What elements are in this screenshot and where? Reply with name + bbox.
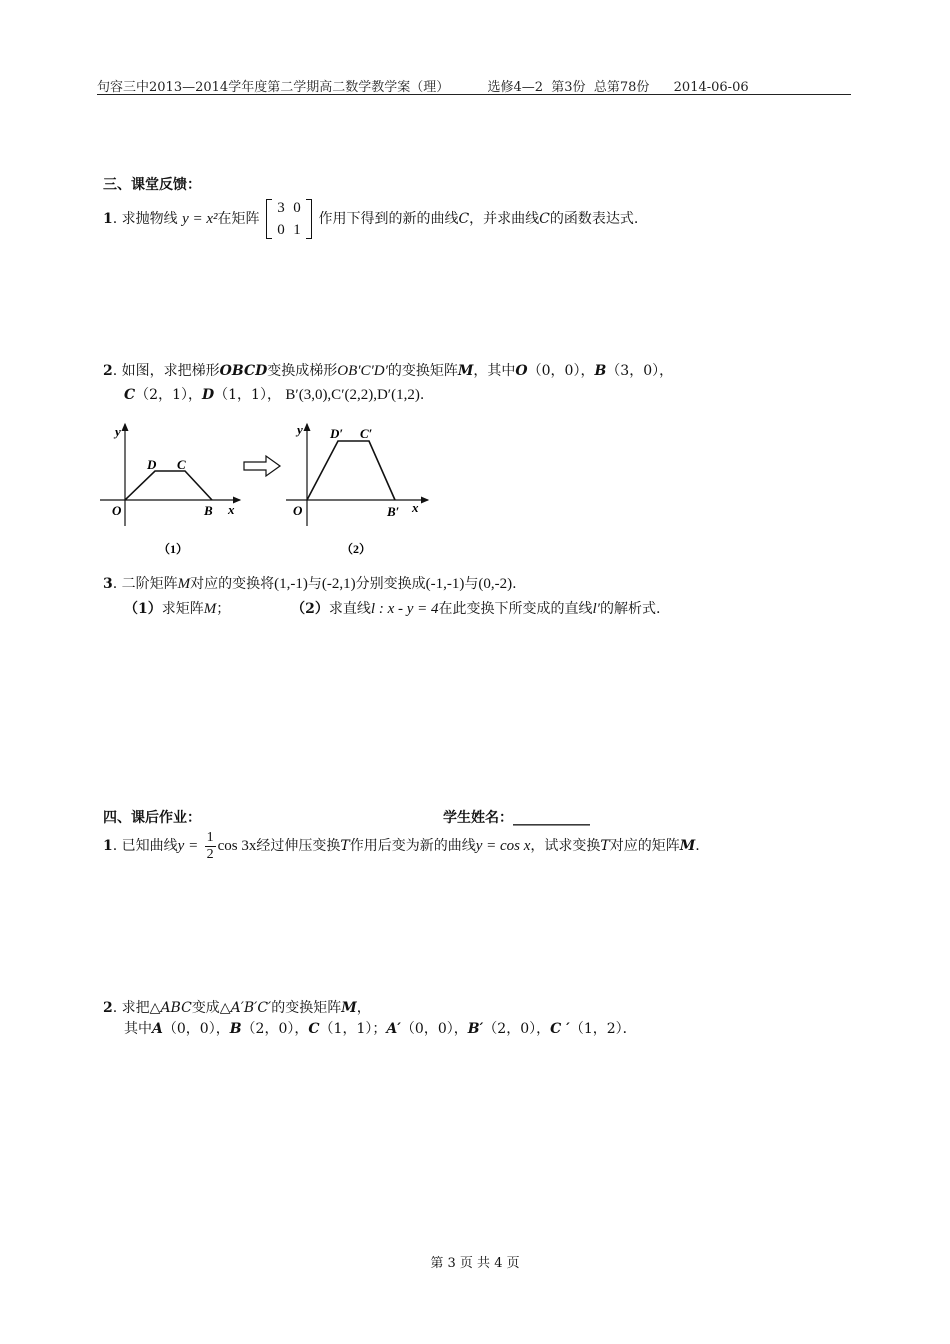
curve-label: C [458, 211, 470, 227]
point-coords: （0，0）， [527, 363, 595, 379]
line-equation: l : x - y = 4 [370, 601, 439, 617]
q1-text-post1: 作用下得到的新的曲线 [318, 211, 459, 227]
point-coords: （0，0）， [400, 1021, 468, 1037]
header-course: 学年度第二学期高二数学教学案（理） [228, 80, 450, 95]
q-text: 求把△ [121, 1000, 161, 1016]
point-label: C [124, 387, 136, 403]
q2-text: 的变换矩阵 [387, 363, 458, 379]
question-number: 3 [103, 576, 113, 592]
figure-1-caption: （1） [158, 542, 189, 556]
header-rule [97, 94, 851, 95]
question-number: 1 [103, 838, 113, 854]
point-label: B′ [467, 1021, 484, 1037]
subpart-text: 在此变换下所变成的直线 [438, 601, 593, 617]
point-coords: （1，2）． [569, 1021, 637, 1037]
header-date: 2014-06-06 [673, 80, 749, 95]
point-label: D [201, 387, 215, 403]
transform-label: T [600, 838, 610, 854]
student-name-label: 学生姓名： [443, 810, 513, 826]
trapezoid-prime [307, 441, 395, 500]
subpart-text: 的解析式. [599, 601, 661, 617]
transform-arrow-icon [244, 456, 280, 476]
section3-question-2-line2 [124, 384, 424, 404]
student-name-blank[interactable]: ___________ [513, 810, 590, 826]
period: . [419, 387, 425, 403]
subpart-text: 求直线 [328, 601, 371, 617]
matrix-cell: 1 [293, 222, 301, 238]
trapezoid-obcd [125, 471, 212, 500]
prime-points: B′(3,0),C′(2,2),D′(1,2) [285, 387, 420, 403]
x-axis-label: x [412, 500, 419, 515]
student-name-field[interactable] [443, 807, 590, 827]
point-coords: (-1,-1) [425, 576, 465, 592]
point-d-label: D [147, 457, 157, 472]
subpart-label: （2） [291, 601, 329, 617]
figure-2-caption: （2） [341, 542, 372, 556]
matrix-label: M [457, 363, 474, 379]
figure-1 [100, 424, 240, 556]
point-b-label: B [204, 503, 213, 518]
q3-text: 二阶矩阵 [121, 576, 178, 592]
point-c-label: C [177, 457, 186, 472]
q1-parabola-eq: y = x² [182, 211, 218, 227]
triangle-name: ABC [160, 1000, 192, 1016]
point-coords: （1，1）， [214, 387, 281, 403]
period: . [695, 838, 700, 854]
point-coords: （0，0）， [162, 1021, 230, 1037]
point-coords: (1,-1) [274, 576, 308, 592]
point-coords: （2，1）， [135, 387, 202, 403]
fraction-one-half [205, 830, 216, 863]
q1-text-pre: 求抛物线 [121, 211, 178, 227]
new-curve-equation: y = cos x [475, 838, 531, 854]
trapezoid-prime-name: OB′C′D′ [337, 363, 388, 379]
point-label: B [594, 363, 607, 379]
q1-text-post2: ，并求曲线 [469, 211, 540, 227]
point-o-label: O [293, 503, 303, 518]
header-school: 句容三中 [97, 80, 150, 95]
q-text: 的变换矩阵 [271, 1000, 342, 1016]
section3-question-1: 1. 求抛物线 y = x²在矩阵 3 0 0 1 作用下得到的新的曲线C，并求曲线C的函数表达式. [103, 194, 638, 244]
q2-text: 如图，求把梯形 [121, 363, 220, 379]
question-number: 2 [103, 363, 113, 379]
section4-question-2-line2 [124, 1018, 637, 1038]
q-text: 已知曲线 [121, 838, 178, 854]
q-text: 变成△ [191, 1000, 231, 1016]
q-text: 其中 [124, 1021, 152, 1037]
section3-question-3-subparts [124, 598, 660, 618]
trapezoid-figures [98, 418, 438, 560]
point-label: A [152, 1021, 163, 1037]
trapezoid-name: OBCD [219, 363, 268, 379]
curve-label: C [539, 211, 550, 227]
section4-question-2: 2. 求把△ABC变成△A′B′C′的变换矩阵M， [103, 1000, 371, 1016]
q-text: ，试求变换 [530, 838, 601, 854]
subpart-text: 求矩阵 [161, 601, 204, 617]
matrix-label: M [679, 838, 696, 854]
q3-text: 与 [307, 576, 322, 592]
point-coords: （2，0）， [483, 1021, 551, 1037]
q-text: ， [356, 1000, 371, 1016]
point-label: O [515, 363, 528, 379]
matrix-label: M [177, 576, 191, 592]
q3-text: 对应的变换将 [190, 576, 275, 592]
period: . [512, 576, 517, 592]
q3-text: 分别变换成 [355, 576, 426, 592]
subpart-text: ； [216, 601, 231, 617]
matrix-label: M [341, 1000, 357, 1016]
point-label: B [229, 1021, 242, 1037]
question-number: 1 [103, 211, 113, 227]
q2-text: ，其中 [473, 363, 516, 379]
page-footer: 第 3 页 共 4 页 [430, 1256, 520, 1271]
subpart-label: （1） [124, 601, 162, 617]
point-d-prime-label: D′ [330, 426, 344, 441]
point-o-label: O [112, 503, 122, 518]
x-axis-label: x [228, 502, 235, 517]
section3-question-2: 2. 如图，求把梯形OBCD变换成梯形OB′C′D′的变换矩阵M，其中O（0，0），B（3，0）， [103, 363, 674, 379]
numerator: 1 [206, 829, 214, 845]
page-header [97, 76, 749, 95]
section3-question-3: 3. 二阶矩阵M对应的变换将(1,-1)与(-2,1)分别变换成(-1,-1)与(0,-2). [103, 576, 517, 592]
equation-part: y = [177, 838, 199, 854]
point-coords: （1，1）； [319, 1021, 387, 1037]
section4-question-1: 1. 已知曲线y = $\frac{1}{2}$ cos 3x经过伸压变换T作用后变为新的曲线y = cos x，试求变换T对应的矩阵M. [103, 829, 700, 862]
section4-title: 四、课后作业： [103, 810, 201, 826]
point-c-prime-label: C′ [360, 426, 373, 441]
q1-text-post3: 的函数表达式. [549, 211, 639, 227]
header-years: 2013—2014 [149, 80, 229, 95]
y-axis-label: y [115, 424, 121, 439]
q3-text: 与 [464, 576, 479, 592]
point-coords: （2，0）， [241, 1021, 309, 1037]
point-b-prime-label: B′ [387, 504, 400, 519]
point-label: C [308, 1021, 320, 1037]
header-module: 选修4—2 第3份 总第78份 [487, 80, 650, 95]
q2-text: 变换成梯形 [267, 363, 338, 379]
point-coords: （3，0）， [606, 363, 674, 379]
point-coords: (0,-2) [478, 576, 513, 592]
line-label: l′ [592, 601, 600, 617]
transform-matrix [266, 197, 312, 241]
y-axis-label: y [297, 422, 303, 437]
matrix-label: M [203, 601, 217, 617]
section3-title: 三、课堂反馈： [103, 177, 201, 193]
transform-label: T [340, 838, 350, 854]
question-number: 2 [103, 1000, 113, 1016]
q-text: 对应的矩阵 [609, 838, 680, 854]
point-label: C ′ [550, 1021, 570, 1037]
matrix-cell: 0 [293, 200, 301, 216]
denominator: 2 [206, 846, 214, 862]
matrix-cell: 0 [277, 222, 285, 238]
triangle-prime-name: A′B′C′ [230, 1000, 272, 1016]
point-coords: (-2,1) [321, 576, 356, 592]
point-label: A′ [386, 1021, 401, 1037]
q1-text-mid: 在矩阵 [217, 211, 260, 227]
figure-2 [286, 422, 428, 556]
matrix-cell: 3 [277, 200, 285, 216]
q-text: 作用后变为新的曲线 [349, 838, 476, 854]
equation-part: cos 3x [217, 838, 257, 854]
q-text: 经过伸压变换 [256, 838, 341, 854]
